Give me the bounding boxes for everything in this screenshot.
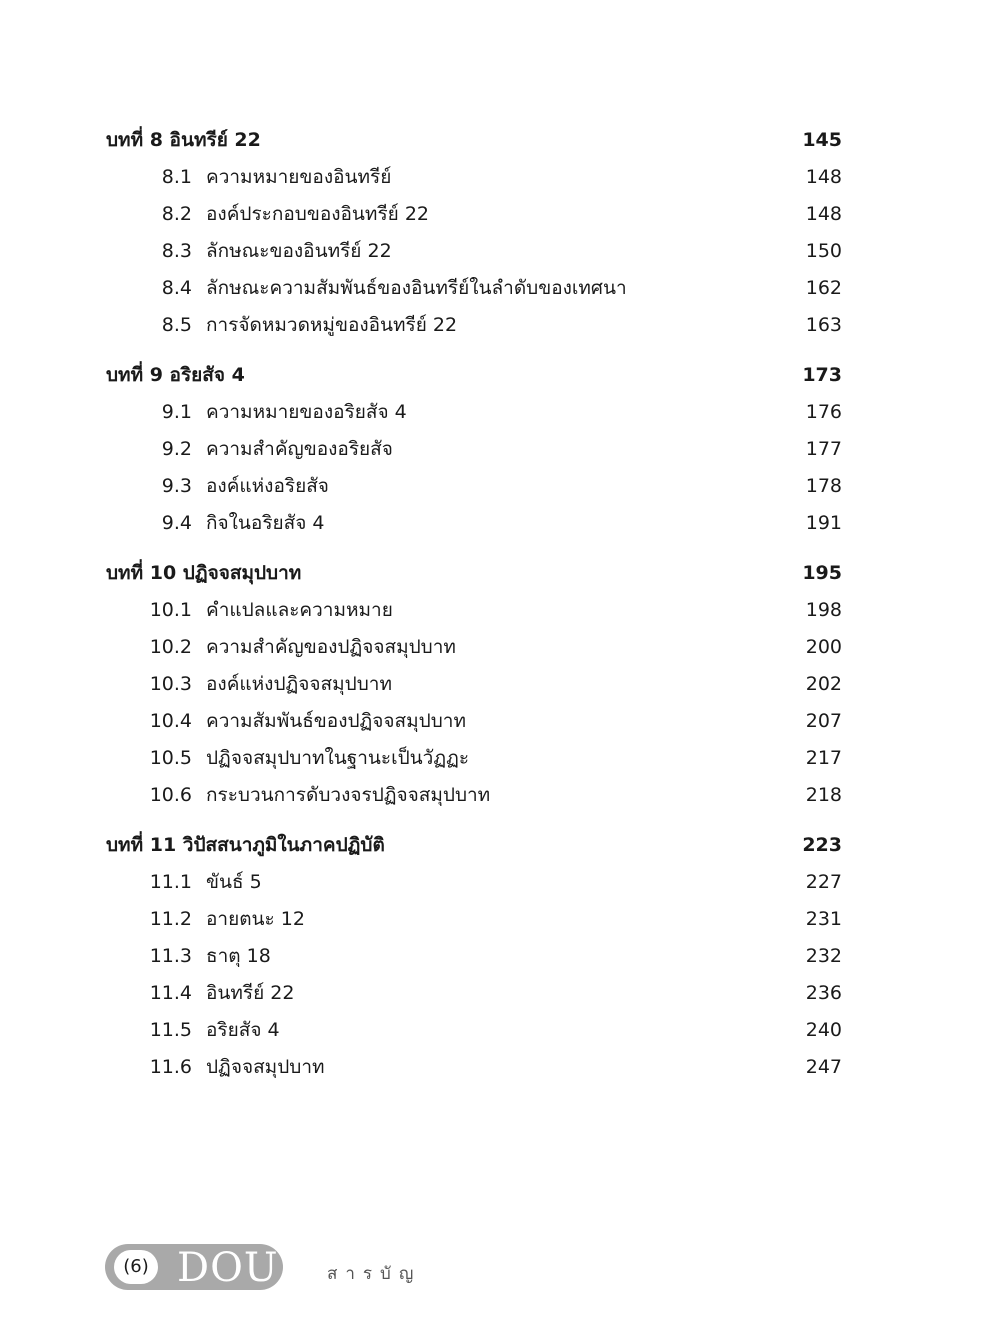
section-number: 10.2	[149, 636, 192, 658]
section-number: 9.3	[161, 475, 192, 497]
section-page-number: 218	[805, 784, 842, 806]
toc-entry	[0, 394, 1000, 431]
page-number: (6)	[114, 1250, 158, 1284]
section-title: ความสัมพันธ์ของปฏิจจสมุปบาท	[206, 710, 466, 732]
section-page-number: 177	[805, 438, 842, 460]
section-page-number: 247	[805, 1056, 842, 1078]
toc-entry	[0, 592, 1000, 629]
section-page-number: 198	[805, 599, 842, 621]
toc-entry	[0, 864, 1000, 901]
chapter-title: บทที่ 9 อริยสัจ 4	[106, 364, 245, 386]
section-title: การจัดหมวดหมู่ของอินทรีย์ 22	[206, 314, 458, 336]
toc-entry	[0, 740, 1000, 777]
toc-entry	[0, 196, 1000, 233]
section-title: ความหมายของอินทรีย์	[206, 166, 392, 188]
section-number: 9.2	[161, 438, 192, 460]
chapter-title: บทที่ 10 ปฏิจจสมุปบาท	[106, 562, 302, 584]
chapter-8	[0, 122, 1000, 344]
section-page-number: 236	[805, 982, 842, 1004]
chapter-title: บทที่ 11 วิปัสสนาภูมิในภาคปฏิบัติ	[106, 834, 385, 856]
section-title: อริยสัจ 4	[206, 1019, 280, 1041]
section-title: อายตนะ 12	[206, 908, 305, 930]
table-of-contents	[0, 122, 1000, 1099]
section-page-number: 240	[805, 1019, 842, 1041]
section-title: ความสำคัญของอริยสัจ	[206, 438, 393, 460]
section-number: 8.2	[161, 203, 192, 225]
section-page-number: 150	[805, 240, 842, 262]
chapter-page-number: 195	[802, 562, 842, 584]
section-number: 11.6	[149, 1056, 192, 1078]
chapter-title: บทที่ 8 อินทรีย์ 22	[106, 129, 261, 151]
section-page-number: 217	[805, 747, 842, 769]
section-number: 11.2	[149, 908, 192, 930]
section-number: 11.3	[149, 945, 192, 967]
chapter-heading	[0, 122, 1000, 159]
chapter-page-number: 145	[802, 129, 842, 151]
section-title: ความหมายของอริยสัจ 4	[206, 401, 407, 423]
section-title: ขันธ์ 5	[206, 871, 262, 893]
section-number: 8.5	[161, 314, 192, 336]
section-title: องค์แห่งอริยสัจ	[206, 475, 329, 497]
section-title: อินทรีย์ 22	[206, 982, 295, 1004]
section-page-number: 232	[805, 945, 842, 967]
toc-entry	[0, 703, 1000, 740]
toc-entry	[0, 431, 1000, 468]
section-title: คำแปลและความหมาย	[206, 599, 393, 621]
section-page-number: 200	[805, 636, 842, 658]
chapter-page-number: 223	[802, 834, 842, 856]
section-number: 8.1	[161, 166, 192, 188]
section-title: องค์แห่งปฏิจจสมุปบาท	[206, 673, 392, 695]
toc-entry	[0, 901, 1000, 938]
toc-entry	[0, 270, 1000, 307]
section-page-number: 207	[805, 710, 842, 732]
toc-entry	[0, 777, 1000, 814]
toc-entry	[0, 468, 1000, 505]
toc-entry	[0, 505, 1000, 542]
toc-entry	[0, 666, 1000, 703]
section-title: ปฏิจจสมุปบาทในฐานะเป็นวัฏฏะ	[206, 747, 470, 769]
toc-entry	[0, 938, 1000, 975]
section-number: 10.1	[149, 599, 192, 621]
section-page-number: 231	[805, 908, 842, 930]
section-title: ธาตุ 18	[206, 945, 271, 967]
section-number: 11.5	[149, 1019, 192, 1041]
section-label: สารบัญ	[327, 1264, 422, 1284]
section-page-number: 202	[805, 673, 842, 695]
chapter-page-number: 173	[802, 364, 842, 386]
chapter-heading	[0, 827, 1000, 864]
section-page-number: 163	[805, 314, 842, 336]
section-number: 10.3	[149, 673, 192, 695]
chapter-10	[0, 555, 1000, 814]
section-number: 8.3	[161, 240, 192, 262]
section-number: 9.1	[161, 401, 192, 423]
section-title: กิจในอริยสัจ 4	[206, 512, 325, 534]
toc-entry	[0, 975, 1000, 1012]
toc-entry	[0, 1012, 1000, 1049]
toc-entry	[0, 629, 1000, 666]
section-title: ลักษณะความสัมพันธ์ของอินทรีย์ในลำดับของเทศนา	[206, 277, 627, 299]
section-title: ปฏิจจสมุปบาท	[206, 1056, 325, 1078]
section-title: กระบวนการดับวงจรปฏิจจสมุปบาท	[206, 784, 491, 806]
section-page-number: 178	[805, 475, 842, 497]
section-title: องค์ประกอบของอินทรีย์ 22	[206, 203, 429, 225]
section-number: 11.1	[149, 871, 192, 893]
chapter-11	[0, 827, 1000, 1086]
section-page-number: 162	[805, 277, 842, 299]
chapter-heading	[0, 357, 1000, 394]
dou-logo: DOU	[177, 1245, 279, 1291]
section-number: 8.4	[161, 277, 192, 299]
toc-entry	[0, 307, 1000, 344]
section-page-number: 148	[805, 203, 842, 225]
section-number: 10.5	[149, 747, 192, 769]
dou-badge	[105, 1244, 283, 1290]
section-title: ลักษณะของอินทรีย์ 22	[206, 240, 392, 262]
section-page-number: 191	[805, 512, 842, 534]
section-number: 10.4	[149, 710, 192, 732]
section-number: 9.4	[161, 512, 192, 534]
toc-entry	[0, 159, 1000, 196]
toc-entry	[0, 1049, 1000, 1086]
section-page-number: 227	[805, 871, 842, 893]
section-page-number: 148	[805, 166, 842, 188]
toc-entry	[0, 233, 1000, 270]
section-number: 11.4	[149, 982, 192, 1004]
section-number: 10.6	[149, 784, 192, 806]
page-footer	[105, 1242, 505, 1292]
chapter-heading	[0, 555, 1000, 592]
section-page-number: 176	[805, 401, 842, 423]
chapter-9	[0, 357, 1000, 542]
section-title: ความสำคัญของปฏิจจสมุปบาท	[206, 636, 456, 658]
